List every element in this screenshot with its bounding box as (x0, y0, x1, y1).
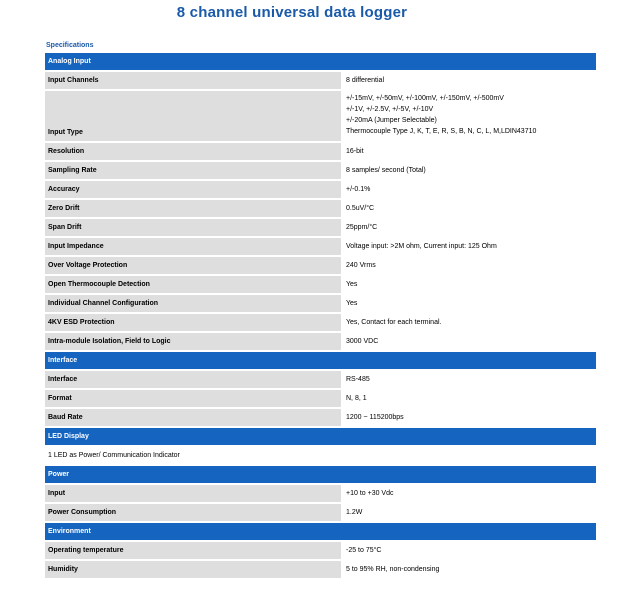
spec-label: Span Drift (45, 218, 342, 237)
section-header-led-display (45, 427, 596, 446)
spec-value: 1200 ~ 115200bps (342, 408, 596, 427)
spec-row (45, 71, 596, 90)
spec-value: 1 LED as Power/ Communication Indicator (45, 446, 596, 465)
section-title: Analog Input (45, 53, 596, 71)
spec-row (45, 389, 596, 408)
spec-value-line: +/-1V, +/-2.5V, +/-5V, +/-10V (346, 106, 434, 113)
spec-label: 4KV ESD Protection (45, 313, 342, 332)
page-title: 8 channel universal data logger (176, 4, 408, 21)
section-header-analog-input (45, 53, 596, 71)
spec-value: +10 to +30 Vdc (342, 484, 596, 503)
spec-value: Yes, Contact for each terminal. (342, 313, 596, 332)
spec-row (45, 370, 596, 389)
spec-row (45, 294, 596, 313)
spec-label: Zero Drift (45, 199, 342, 218)
spec-label: Intra-module Isolation, Field to Logic (45, 332, 342, 351)
spec-value: Yes (342, 294, 596, 313)
section-title: Environment (45, 522, 596, 541)
spec-value: RS-485 (342, 370, 596, 389)
spec-value: N, 8, 1 (342, 389, 596, 408)
specifications-table (45, 53, 596, 580)
spec-row (45, 541, 596, 560)
spec-row (45, 313, 596, 332)
spec-row (45, 484, 596, 503)
spec-label: Format (45, 389, 342, 408)
spec-value: -25 to 75°C (342, 541, 596, 560)
spec-label: Sampling Rate (45, 161, 342, 180)
spec-value: 3000 VDC (342, 332, 596, 351)
spec-value: 1.2W (342, 503, 596, 522)
spec-row (45, 218, 596, 237)
spec-label: Over Voltage Protection (45, 256, 342, 275)
spec-row (45, 199, 596, 218)
section-header-interface (45, 351, 596, 370)
spec-label: Input Impedance (45, 237, 342, 256)
spec-value-line: Thermocouple Type J, K, T, E, R, S, B, N, C, L, M,LDIN43710 (346, 128, 537, 135)
section-header-power (45, 465, 596, 484)
spec-row (45, 560, 596, 579)
spec-row (45, 446, 596, 465)
specifications-label: Specifications (46, 42, 94, 49)
spec-row (45, 161, 596, 180)
spec-label: Open Thermocouple Detection (45, 275, 342, 294)
spec-label: Accuracy (45, 180, 342, 199)
spec-value-line: +/-20mA (Jumper Selectable) (346, 117, 437, 124)
spec-row (45, 408, 596, 427)
section-title: Interface (45, 351, 596, 370)
spec-label: Operating temperature (45, 541, 342, 560)
spec-label: Input Type (45, 90, 342, 142)
spec-row (45, 90, 596, 142)
spec-value (342, 90, 596, 142)
spec-label: Input Channels (45, 71, 342, 90)
spec-row (45, 237, 596, 256)
spec-value: 16-bit (342, 142, 596, 161)
spec-row (45, 142, 596, 161)
spec-value: 0.5uV/°C (342, 199, 596, 218)
spec-row (45, 332, 596, 351)
spec-value: Yes (342, 275, 596, 294)
spec-value: 5 to 95% RH, non-condensing (342, 560, 596, 579)
section-title: LED Display (45, 427, 596, 446)
spec-value: Voltage input: >2M ohm, Current input: 125 Ohm (342, 237, 596, 256)
section-header-environment (45, 522, 596, 541)
spec-label: Interface (45, 370, 342, 389)
section-title: Power (45, 465, 596, 484)
spec-label: Humidity (45, 560, 342, 579)
spec-value: +/-0.1% (342, 180, 596, 199)
spec-value: 240 Vrms (342, 256, 596, 275)
spec-label: Input (45, 484, 342, 503)
spec-value: 8 samples/ second (Total) (342, 161, 596, 180)
spec-label: Individual Channel Configuration (45, 294, 342, 313)
spec-label: Resolution (45, 142, 342, 161)
spec-label: Power Consumption (45, 503, 342, 522)
spec-value: 25ppm/°C (342, 218, 596, 237)
spec-row (45, 503, 596, 522)
spec-row (45, 275, 596, 294)
spec-value-line: +/-15mV, +/-50mV, +/-100mV, +/-150mV, +/-500mV (346, 95, 504, 102)
spec-value: 8 differential (342, 71, 596, 90)
spec-row (45, 256, 596, 275)
spec-row (45, 180, 596, 199)
spec-label: Baud Rate (45, 408, 342, 427)
